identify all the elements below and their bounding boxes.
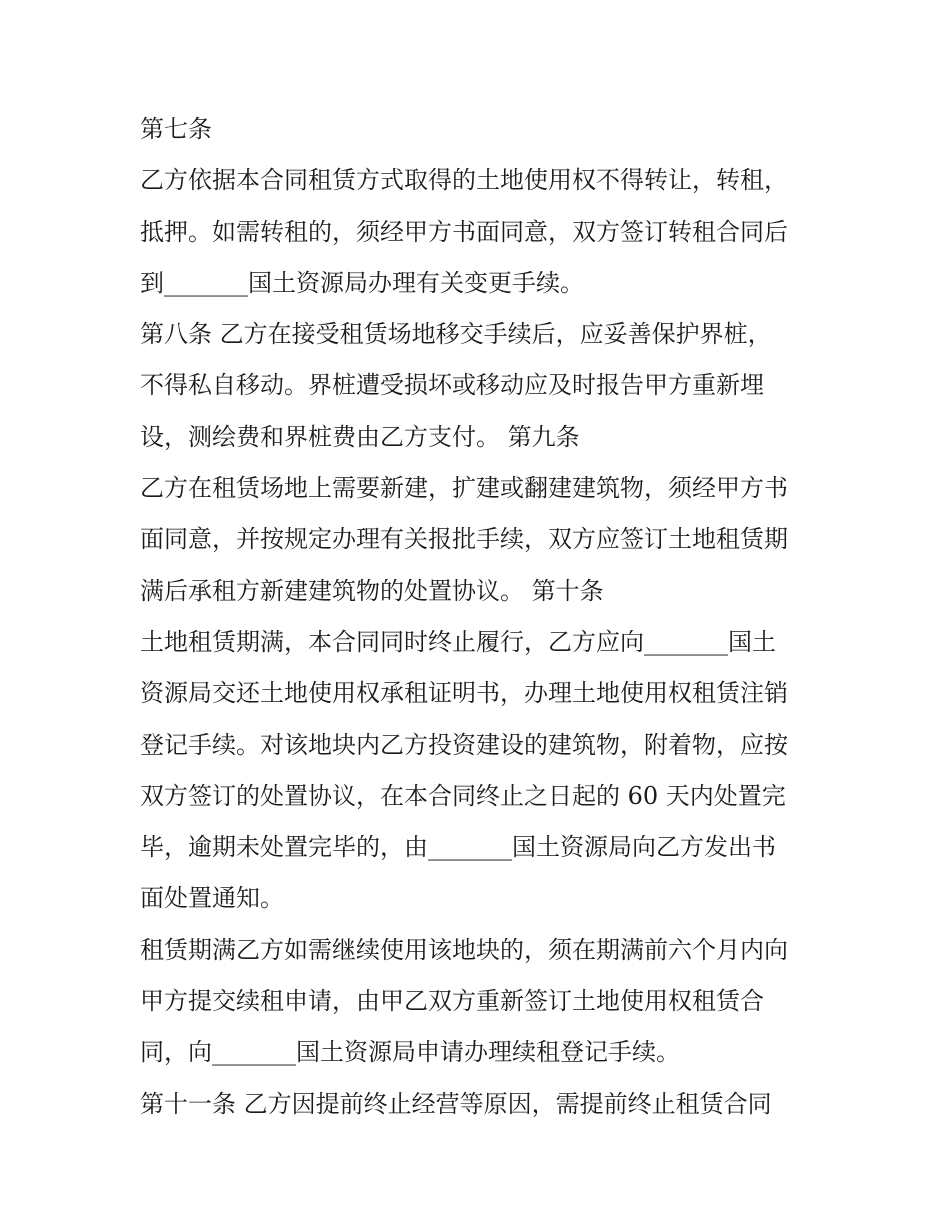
text-line: 面处置通知。 bbox=[140, 884, 284, 913]
text-line: 乙方依据本合同租赁方式取得的土地使用权不得转让，转租， bbox=[140, 166, 788, 195]
article-8-line: 第八条 乙方在接受租赁场地移交手续后，应妥善保护界桩， bbox=[140, 320, 772, 349]
text-line: 面同意，并按规定办理有关报批手续，双方应签订土地租赁期 bbox=[140, 525, 788, 554]
text-line: 租赁期满乙方如需继续使用该地块的，须在期满前六个月内向 bbox=[140, 935, 788, 964]
text-line: 同，向_______国土资源局申请办理续租登记手续。 bbox=[140, 1038, 680, 1067]
text-line: 土地租赁期满，本合同同时终止履行，乙方应向_______国土 bbox=[140, 627, 776, 656]
text-line: 到_______国土资源局办理有关变更手续。 bbox=[140, 268, 584, 297]
text-line: 不得私自移动。界桩遭受损坏或移动应及时报告甲方重新埋 bbox=[140, 371, 764, 400]
text-line: 设，测绘费和界桩费由乙方支付。 第九条 bbox=[140, 422, 580, 451]
text-line: 登记手续。对该地块内乙方投资建设的建筑物，附着物，应按 bbox=[140, 730, 788, 759]
article-7-heading: 第七条 bbox=[140, 115, 212, 143]
text-line: 甲方提交续租申请，由甲乙双方重新签订土地使用权租赁合 bbox=[140, 987, 764, 1016]
article-11-line: 第十一条 乙方因提前终止经营等原因，需提前终止租赁合同 bbox=[140, 1089, 772, 1118]
text-line: 满后承租方新建建筑物的处置协议。 第十条 bbox=[140, 576, 604, 605]
text-line: 抵押。如需转租的，须经甲方书面同意，双方签订转租合同后 bbox=[140, 217, 788, 246]
text-line: 毕，逾期未处置完毕的，由_______国土资源局向乙方发出书 bbox=[140, 833, 776, 862]
text-line: 资源局交还土地使用权承租证明书，办理土地使用权租赁注销 bbox=[140, 679, 788, 708]
text-line: 乙方在租赁场地上需要新建，扩建或翻建建筑物，须经甲方书 bbox=[140, 474, 788, 503]
document-body bbox=[140, 104, 830, 1130]
text-line: 双方签订的处置协议，在本合同终止之日起的 60 天内处置完 bbox=[140, 781, 786, 810]
